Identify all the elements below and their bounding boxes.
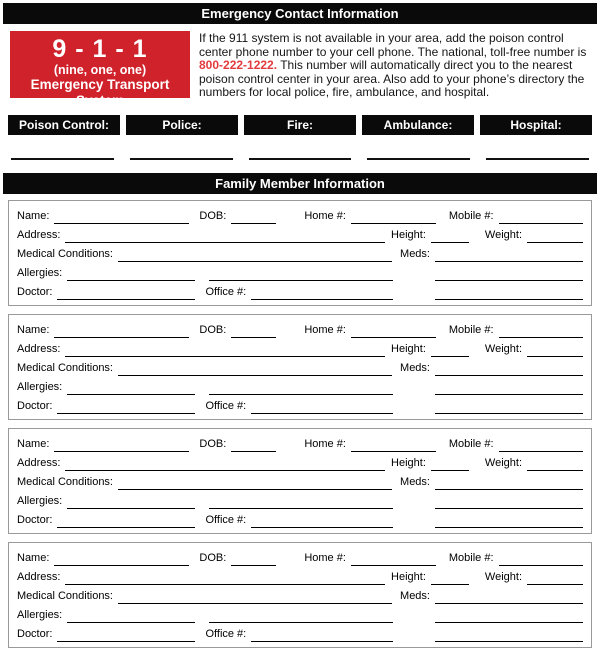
meds-input-line[interactable]: [435, 363, 583, 376]
member-row-medical: [17, 243, 583, 262]
mobile-phone-label: Mobile #:: [448, 209, 494, 222]
police-label: Police:: [126, 115, 238, 135]
allergies-label: Allergies:: [17, 266, 63, 279]
member-row-doctor: [17, 509, 583, 528]
meds-continuation-line-2[interactable]: [435, 515, 583, 528]
height-label: Height:: [391, 570, 426, 583]
weight-input-line[interactable]: [527, 230, 583, 243]
dob-label: DOB:: [199, 437, 227, 450]
doctor-label: Doctor:: [17, 513, 53, 526]
member-row-name: [17, 433, 583, 452]
name-input-line[interactable]: [54, 325, 189, 338]
family-members: [8, 200, 592, 648]
poison-control-phone-number: 800-222-1222.: [199, 58, 278, 72]
meds-label: Meds:: [400, 247, 430, 260]
member-row-name: [17, 205, 583, 224]
mobile-phone-label: Mobile #:: [448, 437, 494, 450]
name-label: Name:: [17, 437, 50, 450]
home-phone-label: Home #:: [304, 437, 346, 450]
address-input-line[interactable]: [65, 572, 385, 585]
medical-conditions-input-line[interactable]: [118, 477, 392, 490]
height-input-line[interactable]: [431, 572, 469, 585]
mobile-phone-input-line[interactable]: [499, 325, 583, 338]
dob-label: DOB:: [199, 551, 227, 564]
member-row-doctor: [17, 623, 583, 642]
poison-control-label: Poison Control:: [8, 115, 120, 135]
doctor-input-line[interactable]: [57, 287, 195, 300]
address-input-line[interactable]: [65, 230, 385, 243]
member-row-address: [17, 338, 583, 357]
name-input-line[interactable]: [54, 553, 189, 566]
office-phone-input-line[interactable]: [251, 515, 393, 528]
office-phone-label: Office #:: [205, 513, 247, 526]
member-row-medical: [17, 471, 583, 490]
weight-input-line[interactable]: [527, 572, 583, 585]
member-row-doctor: [17, 281, 583, 300]
hospital-label: Hospital:: [480, 115, 592, 135]
meds-continuation-line-1[interactable]: [435, 610, 583, 623]
medical-conditions-input-line[interactable]: [118, 249, 392, 262]
meds-label: Meds:: [400, 361, 430, 374]
dob-input-line[interactable]: [231, 439, 276, 452]
allergies-input-line[interactable]: [67, 382, 195, 395]
office-phone-input-line[interactable]: [251, 401, 393, 414]
dob-input-line[interactable]: [231, 325, 276, 338]
allergies-continuation-line[interactable]: [209, 610, 393, 623]
member-row-doctor: [17, 395, 583, 414]
home-phone-label: Home #:: [304, 209, 346, 222]
allergies-continuation-line[interactable]: [209, 496, 393, 509]
address-label: Address:: [17, 456, 61, 469]
dob-input-line[interactable]: [231, 211, 276, 224]
doctor-input-line[interactable]: [57, 401, 195, 414]
office-phone-label: Office #:: [205, 285, 247, 298]
member-row-name: [17, 547, 583, 566]
emergency-911-box: [10, 31, 190, 108]
mobile-phone-input-line[interactable]: [499, 211, 583, 224]
intro-text-after: This number will automatically direct you to the nearest poison control center in your area. Also add to your phone’s directory the numbers for local police, fire, ambulance, and hospital.: [199, 58, 585, 99]
doctor-label: Doctor:: [17, 399, 53, 412]
doctor-label: Doctor:: [17, 285, 53, 298]
medical-conditions-label: Medical Conditions:: [17, 475, 113, 488]
address-input-line[interactable]: [65, 344, 385, 357]
meds-label: Meds:: [400, 475, 430, 488]
mobile-phone-label: Mobile #:: [448, 551, 494, 564]
member-row-medical: [17, 585, 583, 604]
meds-input-line[interactable]: [435, 249, 583, 262]
allergies-label: Allergies:: [17, 494, 63, 507]
office-phone-label: Office #:: [205, 399, 247, 412]
weight-label: Weight:: [484, 570, 522, 583]
name-input-line[interactable]: [54, 439, 189, 452]
office-phone-label: Office #:: [205, 627, 247, 640]
meds-label: Meds:: [400, 589, 430, 602]
height-label: Height:: [391, 456, 426, 469]
allergies-continuation-line[interactable]: [209, 382, 393, 395]
height-label: Height:: [391, 342, 426, 355]
member-row-medical: [17, 357, 583, 376]
mobile-phone-input-line[interactable]: [499, 553, 583, 566]
allergies-label: Allergies:: [17, 608, 63, 621]
family-section-title: Family Member Information: [3, 173, 597, 194]
medical-conditions-label: Medical Conditions:: [17, 361, 113, 374]
doctor-input-line[interactable]: [57, 515, 195, 528]
weight-label: Weight:: [484, 456, 522, 469]
fire-input-line[interactable]: [249, 135, 352, 160]
name-label: Name:: [17, 551, 50, 564]
allergies-continuation-line[interactable]: [209, 268, 393, 281]
home-phone-label: Home #:: [304, 551, 346, 564]
intro-paragraph: [199, 31, 592, 100]
height-label: Height:: [391, 228, 426, 241]
emergency-contacts-header-row: [8, 115, 592, 135]
home-phone-input-line[interactable]: [351, 325, 436, 338]
address-label: Address:: [17, 570, 61, 583]
member-row-address: [17, 566, 583, 585]
home-phone-input-line[interactable]: [351, 553, 436, 566]
emergency-box-subtitle: Emergency Transport System: [30, 77, 170, 108]
intro-section: [10, 31, 592, 108]
family-member-card: [8, 428, 592, 534]
meds-input-line[interactable]: [435, 477, 583, 490]
dob-label: DOB:: [199, 209, 227, 222]
emergency-number: 9 - 1 - 1: [52, 35, 148, 63]
name-label: Name:: [17, 323, 50, 336]
medical-conditions-input-line[interactable]: [118, 591, 392, 604]
member-row-address: [17, 224, 583, 243]
fire-label: Fire:: [244, 115, 356, 135]
height-input-line[interactable]: [431, 458, 469, 471]
home-phone-input-line[interactable]: [351, 211, 436, 224]
allergies-input-line[interactable]: [67, 610, 195, 623]
doctor-label: Doctor:: [17, 627, 53, 640]
medical-conditions-label: Medical Conditions:: [17, 247, 113, 260]
weight-input-line[interactable]: [527, 344, 583, 357]
doctor-input-line[interactable]: [57, 629, 195, 642]
member-row-name: [17, 319, 583, 338]
height-input-line[interactable]: [431, 230, 469, 243]
emergency-contacts-blank-row: [11, 135, 589, 160]
ambulance-input-line[interactable]: [367, 135, 470, 160]
hospital-input-line[interactable]: [486, 135, 589, 160]
family-member-card: [8, 200, 592, 306]
meds-input-line[interactable]: [435, 591, 583, 604]
intro-text-before: If the 911 system is not available in your area, add the poison control center phone number to your cell phone. The national, toll-free number is: [199, 31, 587, 59]
member-row-allergies: [17, 490, 583, 509]
office-phone-input-line[interactable]: [251, 287, 393, 300]
mobile-phone-label: Mobile #:: [448, 323, 494, 336]
office-phone-input-line[interactable]: [251, 629, 393, 642]
police-input-line[interactable]: [130, 135, 233, 160]
name-input-line[interactable]: [54, 211, 189, 224]
poison-control-input-line[interactable]: [11, 135, 114, 160]
emergency-number-phonetic: (nine, one, one): [53, 63, 147, 77]
member-row-allergies: [17, 262, 583, 281]
page-title: Emergency Contact Information: [3, 3, 597, 24]
member-row-address: [17, 452, 583, 471]
weight-input-line[interactable]: [527, 458, 583, 471]
meds-continuation-line-2[interactable]: [435, 401, 583, 414]
family-member-card: [8, 314, 592, 420]
home-phone-label: Home #:: [304, 323, 346, 336]
mobile-phone-input-line[interactable]: [499, 439, 583, 452]
address-input-line[interactable]: [65, 458, 385, 471]
allergies-input-line[interactable]: [67, 268, 195, 281]
meds-continuation-line-1[interactable]: [435, 382, 583, 395]
home-phone-input-line[interactable]: [351, 439, 436, 452]
name-label: Name:: [17, 209, 50, 222]
dob-label: DOB:: [199, 323, 227, 336]
address-label: Address:: [17, 228, 61, 241]
height-input-line[interactable]: [431, 344, 469, 357]
allergies-label: Allergies:: [17, 380, 63, 393]
meds-continuation-line-2[interactable]: [435, 287, 583, 300]
ambulance-label: Ambulance:: [362, 115, 474, 135]
weight-label: Weight:: [484, 228, 522, 241]
meds-continuation-line-1[interactable]: [435, 268, 583, 281]
dob-input-line[interactable]: [231, 553, 276, 566]
address-label: Address:: [17, 342, 61, 355]
meds-continuation-line-2[interactable]: [435, 629, 583, 642]
allergies-input-line[interactable]: [67, 496, 195, 509]
weight-label: Weight:: [484, 342, 522, 355]
member-row-allergies: [17, 604, 583, 623]
family-member-card: [8, 542, 592, 648]
member-row-allergies: [17, 376, 583, 395]
medical-conditions-input-line[interactable]: [118, 363, 392, 376]
medical-conditions-label: Medical Conditions:: [17, 589, 113, 602]
meds-continuation-line-1[interactable]: [435, 496, 583, 509]
